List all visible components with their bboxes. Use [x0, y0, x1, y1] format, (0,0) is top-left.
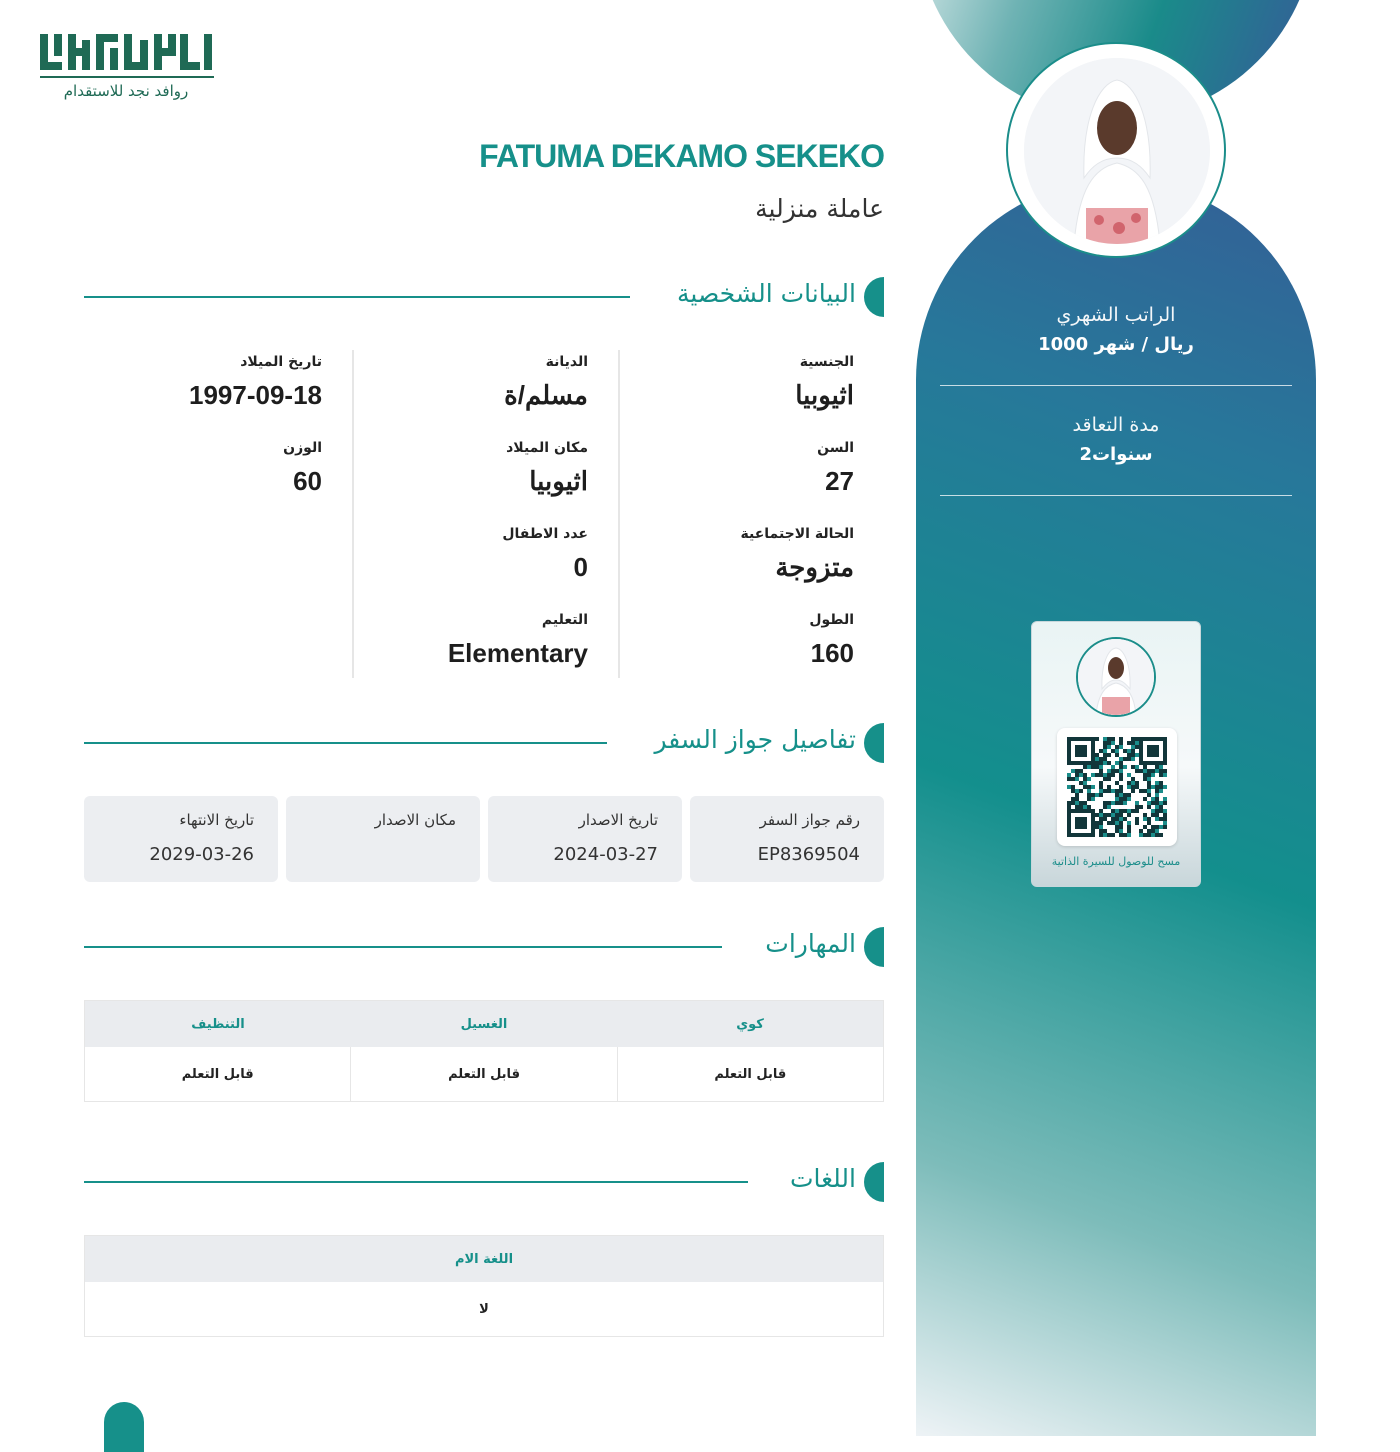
section-pill	[864, 1162, 884, 1202]
personal-column	[352, 350, 618, 678]
job-title: عاملة منزلية	[755, 194, 884, 223]
contract-block	[940, 414, 1292, 465]
field-value: 27	[825, 466, 854, 496]
passport-issue-place-card	[286, 796, 480, 882]
table-cell: قابل التعلم	[714, 1066, 787, 1082]
field-religion	[504, 354, 588, 411]
section-header-languages	[84, 1162, 884, 1202]
section-pill	[864, 277, 884, 317]
table-header-cell: التنظيف	[191, 1016, 245, 1032]
section-rule	[84, 296, 630, 298]
card-value: EP8369504	[757, 844, 860, 865]
table-header-row	[85, 1236, 883, 1282]
section-title: اللغات	[789, 1164, 856, 1193]
field-birthdate	[189, 354, 322, 411]
table-row	[85, 1282, 883, 1336]
qr-avatar	[1076, 637, 1156, 717]
field-label: الطول	[809, 612, 854, 628]
passport-issue-date-card	[488, 796, 682, 882]
table-header-cell: الغسيل	[460, 1016, 508, 1032]
salary-label: الراتب الشهري	[1056, 304, 1176, 326]
skills-table	[84, 1000, 884, 1102]
table-cell: قابل التعلم	[85, 1047, 351, 1101]
field-value: مسلم/ة	[504, 380, 588, 410]
table-cell: لا	[479, 1301, 489, 1317]
card-label: رقم جواز السفر	[759, 811, 860, 829]
table-row	[85, 1047, 883, 1101]
field-education	[448, 612, 588, 669]
section-pill	[864, 927, 884, 967]
table-header-cell: اللغة الام	[454, 1251, 514, 1267]
field-birthplace	[506, 440, 588, 497]
languages-table	[84, 1235, 884, 1337]
field-value: اثيوبيا	[529, 466, 588, 496]
table-header-cell: كوي	[736, 1016, 764, 1032]
candidate-name: FATUMA DEKAMO SEKEKO	[479, 138, 884, 174]
field-height	[809, 612, 854, 669]
profile-photo	[1024, 58, 1210, 244]
personal-data-grid	[84, 350, 884, 678]
field-label: الحالة الاجتماعية	[740, 526, 854, 542]
card-label: تاريخ الاصدار	[578, 811, 658, 829]
section-title: تفاصيل جواز السفر	[654, 725, 856, 754]
field-children	[502, 526, 588, 583]
card-value: 2029-03-26	[149, 844, 254, 865]
section-rule	[84, 742, 607, 744]
qr-code[interactable]	[1057, 728, 1177, 846]
card-label: مكان الاصدار	[374, 811, 456, 829]
field-age	[817, 440, 854, 497]
salary-value: 1000 ريال / شهر	[1038, 334, 1194, 355]
field-value: 60	[293, 466, 322, 496]
section-title: المهارات	[765, 929, 856, 958]
contract-label: مدة التعاقد	[1072, 414, 1160, 436]
field-value: 160	[810, 638, 854, 668]
passport-number-card	[690, 796, 884, 882]
logo-subtitle: روافد نجد للاستقدام	[63, 82, 189, 100]
field-label: السن	[817, 440, 854, 456]
field-nationality	[795, 354, 854, 411]
field-label: مكان الميلاد	[506, 440, 588, 456]
card-value: 2024-03-27	[553, 844, 658, 865]
field-value: متزوجة	[775, 552, 854, 582]
contract-value: 2سنوات	[1079, 444, 1153, 465]
qr-caption: مسح للوصول للسيرة الذاتية	[1051, 855, 1181, 868]
personal-column	[618, 350, 884, 678]
panel-divider	[940, 385, 1292, 386]
field-marital-status	[741, 526, 854, 583]
section-rule	[84, 1181, 748, 1183]
field-value: 1997-09-18	[189, 380, 322, 410]
field-value: Elementary	[447, 638, 588, 668]
section-title: البيانات الشخصية	[677, 279, 856, 308]
field-label: تاريخ الميلاد	[240, 354, 322, 370]
section-header-skills	[84, 927, 884, 967]
field-value: 0	[573, 552, 588, 582]
section-pill	[864, 723, 884, 763]
field-weight	[283, 440, 322, 497]
field-label: عدد الاطفال	[502, 526, 588, 542]
card-label: تاريخ الانتهاء	[179, 811, 254, 829]
section-rule	[84, 946, 722, 948]
personal-column	[86, 350, 352, 678]
panel-divider	[940, 495, 1292, 496]
field-label: الوزن	[283, 440, 322, 456]
field-label: التعليم	[541, 612, 588, 628]
footer-decoration	[104, 1402, 144, 1452]
table-cell: قابل التعلم	[351, 1047, 617, 1101]
field-label: الديانة	[545, 354, 588, 370]
table-header-row	[85, 1001, 883, 1047]
section-header-personal	[84, 277, 884, 317]
passport-expiry-card	[84, 796, 278, 882]
field-label: الجنسية	[799, 354, 854, 370]
salary-block	[940, 304, 1292, 355]
field-value: اثيوبيا	[795, 380, 854, 410]
section-header-passport	[84, 723, 884, 763]
qr-card[interactable]	[1031, 621, 1201, 887]
logo-underline	[40, 76, 214, 78]
